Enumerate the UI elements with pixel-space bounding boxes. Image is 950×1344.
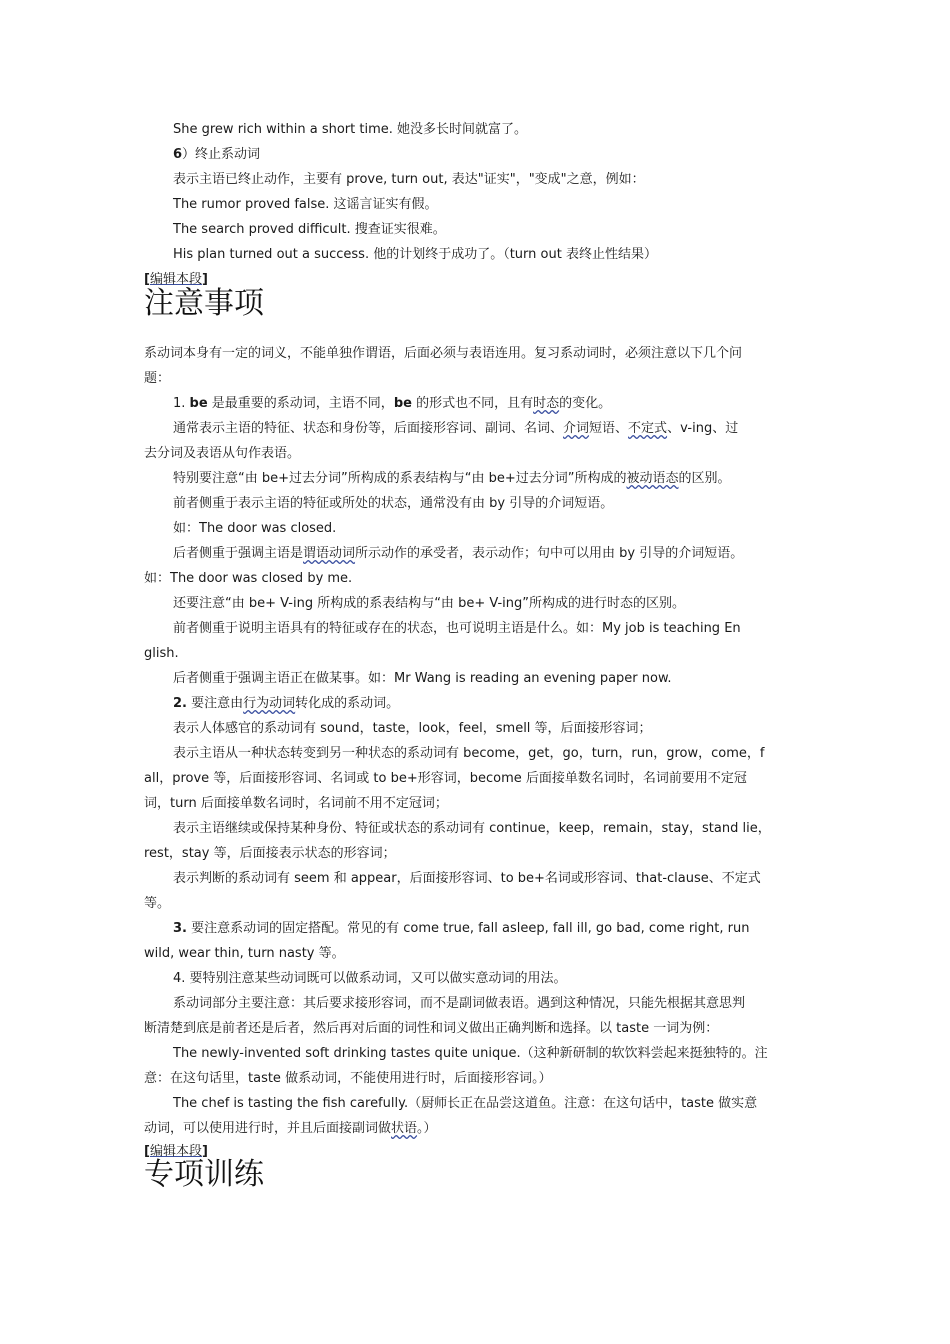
text-line [144, 1121, 437, 1137]
text-span: 短语、 [589, 421, 629, 436]
text-line: 系动词部分主要注意：其后要求接形容词，而不是副词做表语。遇到这种情况，只能先根据其意思判 [173, 996, 746, 1011]
text-line: 后者侧重于强调主语正在做某事。如：Mr Wang is reading an evening paper now. [173, 671, 672, 686]
edit-section-label[interactable]: 编辑本段 [149, 1144, 202, 1159]
text-line: 表示人体感官的系动词有 sound，taste，look，feel，smell 等，后面接形容词； [173, 721, 652, 736]
text-line: She grew rich within a short time. 她没多长时间就富了。 [173, 122, 528, 137]
item-title: ）终止系动词 [182, 147, 261, 162]
text-line: 4. 要特别注意某些动词既可以做系动词，又可以做实意动词的用法。 [173, 971, 567, 986]
term-link[interactable]: 介词 [563, 421, 590, 436]
edit-section-link[interactable]: [编辑本段] [144, 272, 208, 287]
item-number: 6 [173, 147, 183, 162]
text-bold: be [189, 396, 208, 411]
text-line [173, 546, 743, 562]
text-line: 意：在这句话里，taste 做系动词，不能使用进行时，后面接形容词。） [144, 1071, 552, 1086]
text-line: 题： [144, 371, 171, 386]
term-link[interactable]: 被动语态 [626, 471, 679, 486]
text-line: 去分词及表语从句作表语。 [144, 446, 301, 461]
text-line [173, 147, 260, 163]
text-line: 表示判断的系动词有 seem 和 appear，后面接形容词、to be+名词或形容词、that-clause、不定式 [173, 871, 761, 886]
text-line: 系动词本身有一定的词义，不能单独作谓语，后面必须与表语连用。复习系动词时，必须注意以下几个问 [144, 346, 743, 361]
text-line: 还要注意“由 be+ V-ing 所构成的系表结构与“由 be+ V-ing”所构成的进行时态的区别。 [173, 596, 686, 611]
term-link[interactable]: 时态 [533, 396, 560, 411]
text-line: wild, wear thin, turn nasty 等。 [144, 946, 345, 961]
text-span: 的变化。 [559, 396, 612, 411]
text-line: 断清楚到底是前者还是后者，然后再对后面的词性和词义做出正确判断和选择。以 taste 一词为例： [144, 1021, 719, 1036]
text-line: 如：The door was closed. [173, 521, 337, 536]
text-line: 前者侧重于说明主语具有的特征或存在的状态，也可说明主语是什么。如：My job is teaching En [173, 621, 741, 636]
term-link[interactable]: 谓语动词 [303, 546, 356, 561]
text-span: 要注意系动词的固定搭配。常见的有 come true, fall asleep, fall ill, go bad, come right, run [186, 921, 750, 936]
text-line [173, 696, 399, 712]
text-line: 等。 [144, 896, 171, 911]
text-line [173, 396, 611, 412]
text-span: 所示动作的承受者，表示动作；句中可以用由 by 引导的介词短语。 [355, 546, 744, 561]
text-line: 如：The door was closed by me. [144, 571, 353, 586]
edit-section-link[interactable]: [编辑本段] [144, 1144, 208, 1159]
term-link[interactable]: 不定式 [628, 421, 668, 436]
text-line [173, 421, 738, 437]
text-span: 、v-ing、过 [667, 421, 739, 436]
section-heading: 注意事项 [144, 286, 264, 321]
text-span: 。） [417, 1121, 437, 1136]
term-link[interactable]: 状语 [391, 1121, 418, 1136]
text-line: all，prove 等，后面接形容词、名词或 to be+形容词，become 后面接单数名词时，名词前要用不定冠 [144, 771, 747, 786]
text-span: 动词，可以使用进行时，并且后面接副词做 [144, 1121, 392, 1136]
text-line: rest，stay 等，后面接表示状态的形容词； [144, 846, 396, 861]
text-span: 的形式也不同，且有 [411, 396, 534, 411]
text-line: His plan turned out a success. 他的计划终于成功了。（turn out 表终止性结果） [173, 247, 657, 262]
text-span: 特别要注意“由 be+过去分词”所构成的系表结构与“由 be+过去分词”所构成的 [173, 471, 627, 486]
text-line: 表示主语已终止动作，主要有 prove, turn out, 表达"证实"，"变成"之意，例如： [173, 172, 645, 187]
text-span: 要注意由 [186, 696, 244, 711]
text-line: 表示主语继续或保持某种身份、特征或状态的系动词有 continue，keep，remain，stay，stand lie， [173, 821, 771, 836]
text-line: The newly-invented soft drinking tastes quite unique.（这种新研制的软饮料尝起来挺独特的。注 [173, 1046, 768, 1061]
text-line: The search proved difficult. 搜查证实很难。 [173, 222, 446, 237]
text-line [173, 471, 731, 487]
section-heading: 专项训练 [144, 1157, 264, 1192]
text-span: 是最重要的系动词，主语不同， [207, 396, 394, 411]
text-line: The chef is tasting the fish carefully.（厨师长正在品尝这道鱼。注意：在这句话中，taste 做实意 [173, 1096, 758, 1111]
text-line: 前者侧重于表示主语的特征或所处的状态，通常没有由 by 引导的介词短语。 [173, 496, 614, 511]
text-line: glish. [144, 646, 179, 661]
text-span: 通常表示主语的特征、状态和身份等，后面接形容词、副词、名词、 [173, 421, 564, 436]
text-span: 后者侧重于强调主语是 [173, 546, 304, 561]
edit-section-label[interactable]: 编辑本段 [149, 272, 202, 287]
term-link[interactable]: 行为动词 [243, 696, 296, 711]
item-number: 3. [173, 921, 187, 936]
text-bold: be [393, 396, 412, 411]
text-line: The rumor proved false. 这谣言证实有假。 [173, 197, 438, 212]
text-span: 的区别。 [678, 471, 731, 486]
item-number: 2. [173, 696, 187, 711]
text-line [173, 921, 749, 937]
text-line: 表示主语从一种状态转变到另一种状态的系动词有 become，get，go，turn，run，grow，come，f [173, 746, 765, 761]
text-span: 转化成的系动词。 [295, 696, 400, 711]
text-span: 1. [173, 396, 190, 411]
text-line: 词，turn 后面接单数名词时，名词前不用不定冠词； [144, 796, 448, 811]
